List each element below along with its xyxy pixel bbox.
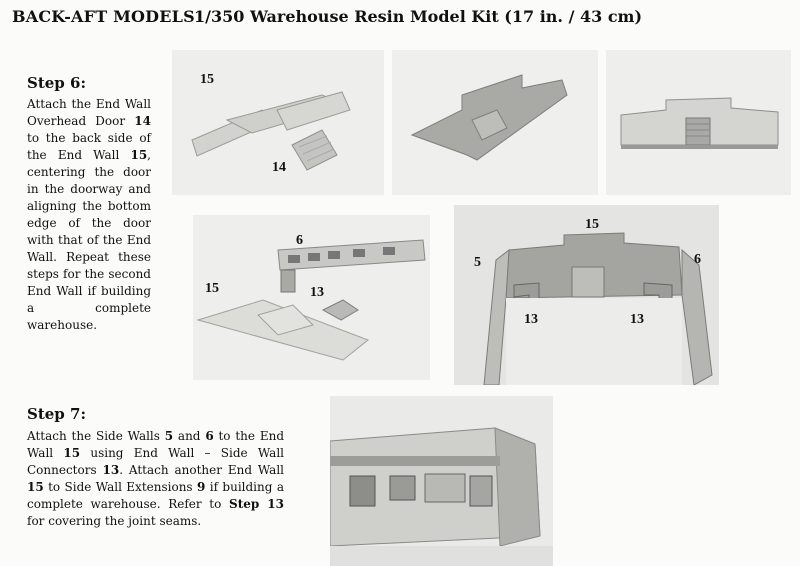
part-number: 9 (196, 480, 206, 494)
step7-text-segment: and (173, 429, 206, 443)
photo-warehouse-corner-drawing (330, 396, 553, 566)
photo-label: 6 (296, 233, 303, 248)
part-number: 5 (164, 429, 174, 443)
step6-instructions (27, 96, 151, 334)
step7-title: Step 7: (27, 405, 86, 423)
step6-text-segment: to the back side of the End Wall (27, 131, 151, 162)
photo-label: 5 (474, 255, 481, 270)
photo-end-wall-front (606, 50, 791, 195)
brand-name: BACK-AFT MODELS (12, 7, 195, 26)
part-number: 15 (130, 148, 148, 162)
part-number: 6 (205, 429, 214, 443)
photo-label: 6 (694, 252, 701, 267)
kit-title: 1/350 Warehouse Resin Model Kit (17 in. / 43 cm) (194, 7, 643, 26)
step-reference: Step 13 (229, 497, 284, 511)
step7-text-segment: for covering the joint seams. (27, 514, 202, 528)
step6-text-segment: , centering the door in the doorway and aligning the bottom edge of the door with that of the End Wall. Repeat these steps for the second End Wall if building a complete warehouse. (27, 148, 151, 332)
step7-text-segment: Attach the Side Walls (27, 429, 165, 443)
step6-title: Step 6: (27, 74, 86, 92)
step7-text-segment: . Attach another End Wall (119, 463, 284, 477)
photo-label: 13 (524, 312, 538, 327)
step7-text-segment: to Side Wall Extensions (43, 480, 197, 494)
photo-door-attached-back-drawing (392, 50, 598, 195)
page-header (12, 7, 672, 31)
photo-parts-6-15-13 (193, 215, 430, 380)
step7-text-segment: using End Wall – Side Wall Connectors (27, 446, 285, 477)
photo-label: 13 (630, 312, 644, 327)
part-number: 15 (63, 446, 81, 460)
photo-label: 15 (200, 72, 214, 87)
photo-label: 15 (585, 217, 599, 232)
photo-label: 13 (310, 285, 324, 300)
photo-door-attached-back (392, 50, 598, 195)
photo-warehouse-corner (330, 396, 553, 566)
part-number: 14 (134, 114, 151, 128)
part-number: 13 (102, 463, 120, 477)
step7-text-segment: if building a complete warehouse. Refer to (27, 480, 284, 511)
part-number: 15 (27, 480, 44, 494)
step7-instructions (27, 428, 284, 530)
step6-text-segment: Attach the End Wall Overhead Door (27, 97, 151, 128)
photo-label: 14 (272, 160, 286, 175)
photo-end-wall-front-drawing (606, 50, 791, 195)
step7-text-segment: to the End Wall (27, 429, 284, 460)
photo-assembled-walls (454, 205, 719, 385)
photo-label: 15 (205, 281, 219, 296)
photo-parts-15-14 (172, 50, 384, 195)
